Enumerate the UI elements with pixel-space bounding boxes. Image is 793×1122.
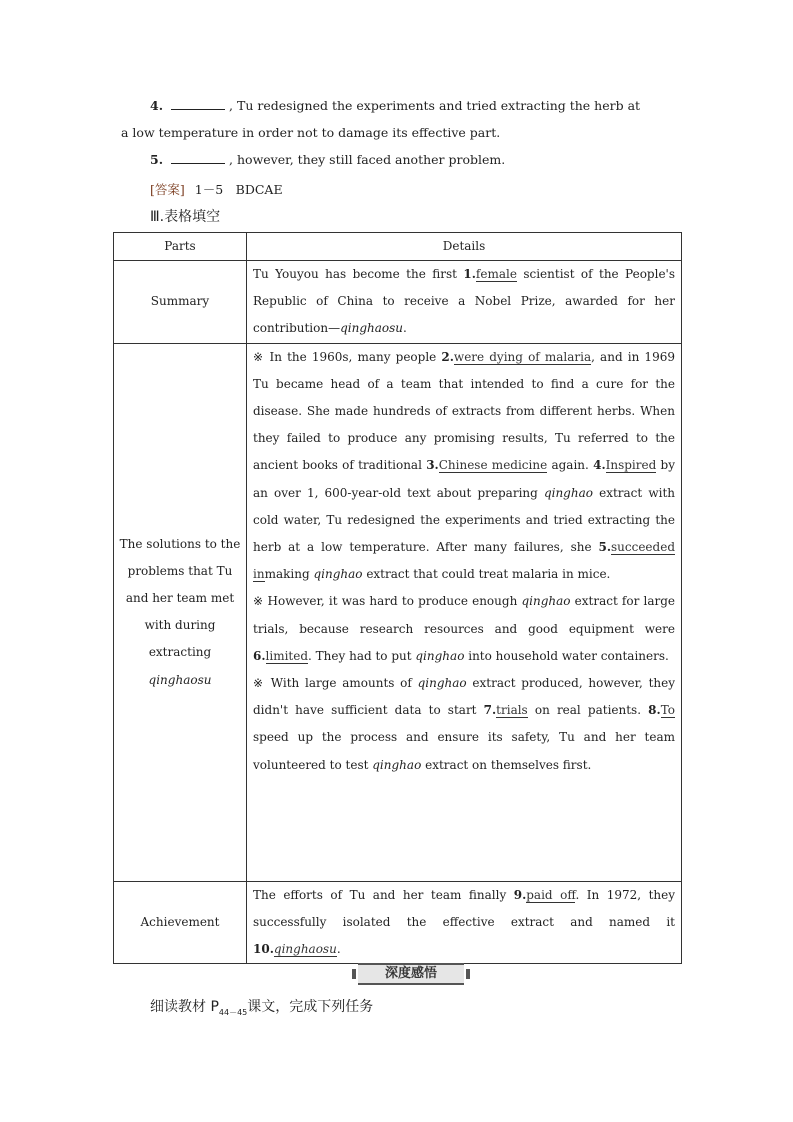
- blank-number: 3.: [426, 458, 439, 473]
- filled-answer: paid off: [526, 887, 576, 902]
- detail-text: extract for large trials, because research resources and good equipment were: [253, 594, 675, 636]
- detail-text: into household water containers.: [464, 648, 669, 663]
- paragraph: [253, 670, 675, 779]
- detail-italic: qinghao: [543, 485, 593, 500]
- blank-number: 8.: [648, 703, 661, 718]
- summary-details: [247, 261, 682, 344]
- detail-text: ※ However, it was hard to produce enough: [253, 594, 522, 609]
- filled-answer: were dying of malaria: [453, 349, 592, 364]
- detail-text: extract with cold water, Tu redesigned the experiments and tried extracting the herb at a low temperature. After many failures, she: [253, 485, 675, 555]
- summary-label: Summary: [114, 261, 247, 344]
- detail-italic: qinghao: [415, 648, 465, 663]
- task-instruction: [150, 996, 373, 1018]
- detail-text: .: [336, 942, 341, 957]
- task-text: 细读教材 P: [150, 999, 219, 1015]
- label-italic: qinghaosu: [148, 672, 212, 687]
- detail-text: ※ With large amounts of: [253, 676, 418, 691]
- task-text: 课文，完成下列任务: [247, 999, 374, 1015]
- detail-italic: qinghao: [521, 594, 571, 609]
- blank-number: 7.: [483, 703, 497, 718]
- detail-text: extract on themselves first.: [421, 757, 592, 772]
- paragraph: [253, 588, 675, 670]
- blank-number: 2.: [441, 349, 454, 364]
- filled-answer: To: [660, 703, 675, 718]
- detail-text: extract produced, however, they didn't have sufficient data to start: [253, 676, 676, 718]
- detail-text: again.: [547, 458, 594, 473]
- answer-key: [150, 180, 283, 198]
- blank-number: 4.: [593, 458, 606, 473]
- answer-blank: [171, 152, 225, 164]
- detail-text: making: [264, 567, 314, 582]
- blank-number: 10.: [253, 942, 274, 957]
- detail-italic: qinghao: [313, 567, 363, 582]
- detail-text: speed up the process and ensure its safety, Tu and her team volunteered to test: [253, 730, 675, 772]
- label-text: The solutions to the problems that Tu and her team met with during extracting: [119, 536, 241, 660]
- question-number: 5.: [150, 152, 164, 167]
- page-range: 44－45: [218, 1007, 248, 1017]
- question-text: a low temperature in order not to damage its effective part.: [121, 125, 501, 140]
- filled-answer: qinghaosu: [273, 942, 337, 957]
- answer-text: 1－5 BDCAE: [194, 182, 283, 197]
- blank-number: 6.: [253, 648, 266, 663]
- filled-answer: trials: [496, 703, 528, 718]
- detail-text: ※ In the 1960s, many people: [253, 349, 442, 364]
- solutions-label: [114, 343, 247, 881]
- table-row: [114, 881, 682, 964]
- question-5: [150, 152, 505, 167]
- paragraph: [253, 344, 675, 589]
- detail-text: The efforts of Tu and her team finally: [253, 887, 514, 902]
- detail-text: . In 1972, they successfully isolated the effective extract and named it: [253, 887, 675, 929]
- detail-text: by an over 1, 600-year-old text about preparing: [253, 458, 676, 500]
- filled-answer: Chinese medicine: [438, 458, 548, 473]
- solutions-details: [247, 343, 682, 881]
- detail-text: .: [403, 321, 407, 336]
- blank-number: 9.: [513, 887, 527, 902]
- achievement-label: Achievement: [114, 881, 247, 964]
- answer-tag: [答案]: [150, 182, 185, 197]
- table-header-row: [114, 233, 682, 261]
- header-details: Details: [247, 233, 682, 261]
- blank-number: 1.: [463, 267, 476, 281]
- answer-blank: [171, 98, 225, 110]
- detail-italic: qinghao: [372, 757, 422, 772]
- achievement-details: [247, 881, 682, 964]
- blank-number: 5.: [598, 540, 611, 555]
- detail-text: . They had to put: [308, 648, 416, 663]
- filled-answer: limited: [265, 648, 309, 663]
- question-4-continued: [121, 125, 500, 140]
- detail-text: Tu Youyou has become the first: [253, 267, 464, 281]
- detail-italic: qinghaosu: [340, 321, 404, 336]
- section-banner: 深度感悟: [358, 963, 464, 985]
- detail-text: scientist of the People's Republic of China to receive a Nobel Prize, awarded for her contribution—: [253, 267, 675, 336]
- section-title: Ⅲ.表格填空: [150, 209, 221, 225]
- filled-answer: Inspired: [605, 458, 657, 473]
- table-row: [114, 343, 682, 881]
- detail-text: , and in 1969 Tu became head of a team that intended to find a cure for the disease. She made hundreds of extracts from different herbs. When they failed to produce any promising results, Tu referred to the ancient books of traditional: [253, 349, 675, 473]
- question-number: 4.: [150, 98, 164, 113]
- filled-answer: female: [475, 267, 517, 281]
- filled-answer: succeeded in: [253, 540, 675, 582]
- table-row: [114, 261, 682, 344]
- question-4: [150, 98, 640, 113]
- answer-table: [113, 232, 682, 964]
- detail-italic: qinghao: [417, 676, 467, 691]
- header-parts: Parts: [114, 233, 247, 261]
- question-text: , Tu redesigned the experiments and tried extracting the herb at: [229, 98, 641, 113]
- detail-text: on real patients.: [527, 703, 649, 718]
- detail-text: extract that could treat malaria in mice.: [362, 567, 611, 582]
- question-text: , however, they still faced another problem.: [229, 152, 506, 167]
